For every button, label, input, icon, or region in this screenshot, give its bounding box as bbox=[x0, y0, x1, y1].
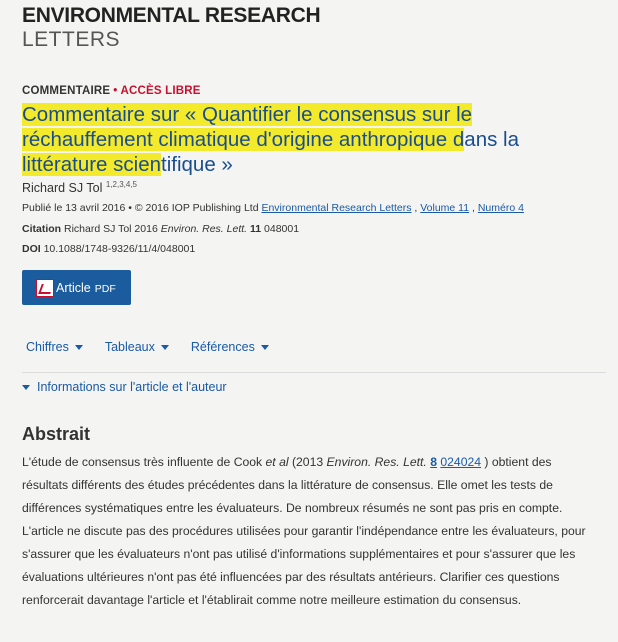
abstract-ref-volume-link[interactable]: 8 bbox=[430, 455, 437, 469]
citation-journal: Environ. Res. Lett. bbox=[160, 223, 248, 235]
pub-separator-1: , bbox=[414, 202, 418, 214]
publication-info bbox=[22, 202, 524, 214]
citation-article: 048001 bbox=[264, 223, 300, 235]
abstract-etal: et al bbox=[265, 455, 289, 469]
doi-value: 10.1088/1748-9326/11/4/048001 bbox=[43, 243, 196, 255]
article-category bbox=[22, 85, 201, 97]
title-rest-2: ans la bbox=[464, 128, 520, 151]
citation-label: Citation bbox=[22, 223, 62, 235]
pdf-button-suffix: PDF bbox=[94, 282, 116, 295]
journal-title-line2: LETTERS bbox=[22, 28, 121, 51]
category-separator: • bbox=[113, 85, 118, 97]
abstract-part3: ) obtient des résultats différents des études précédentes dans la littérature de consensus. Elle omet les tests de différences systématiques entre les évaluateurs. De nombreux résumés ne sont pas pris en compte. L'article ne discute pas des procédures utilisées pour garantir l'indépendance entre les évaluateurs, pour s'assurer que les évaluateurs n'ont pas utilisé d'informations supplémentaires et pour s'assurer que les évaluations ultérieures n'ont pas été influencées par des résultats antérieurs. Clarifier ces questions renforcerait davantage l'article et l'établirait comme notre meilleure estimation du consensus. bbox=[22, 455, 586, 607]
abstract-ref-article-link[interactable]: 024024 bbox=[440, 455, 482, 469]
doi-label: DOI bbox=[22, 243, 41, 255]
chevron-down-icon bbox=[261, 345, 269, 350]
journal-title-line1: ENVIRONMENTAL RESEARCH bbox=[22, 4, 321, 27]
title-rest-3: tifique » bbox=[161, 153, 233, 176]
tab-references[interactable] bbox=[191, 340, 269, 354]
publication-date: Publié le 13 avril 2016 • © 2016 IOP Publishing Ltd bbox=[22, 202, 259, 214]
tab-figures-label: Chiffres bbox=[26, 340, 69, 354]
pdf-button-label: Article bbox=[56, 280, 91, 295]
tab-figures[interactable] bbox=[26, 340, 83, 354]
abstract-part2: (2013 bbox=[288, 455, 327, 469]
authors bbox=[22, 180, 137, 195]
volume-link[interactable]: Volume 11 bbox=[420, 202, 470, 214]
abstract-heading: Abstrait bbox=[22, 424, 91, 444]
pdf-icon bbox=[36, 279, 54, 297]
article-tabs bbox=[26, 340, 291, 354]
author-affiliations[interactable]: 1,2,3,4,5 bbox=[105, 180, 137, 189]
abstract-part1: L'étude de consensus très influente de Cook bbox=[22, 455, 266, 469]
author-name[interactable]: Richard SJ Tol bbox=[22, 181, 103, 196]
chevron-down-icon bbox=[161, 345, 169, 350]
citation bbox=[22, 223, 299, 235]
citation-authors: Richard SJ Tol 2016 bbox=[64, 223, 158, 235]
article-pdf-button[interactable] bbox=[22, 270, 131, 305]
title-highlight-2: réchauffement climatique d'origine anthropique d bbox=[22, 128, 465, 151]
abstract-ref-journal: Environ. Res. Lett. bbox=[326, 455, 427, 469]
article-author-info-toggle[interactable] bbox=[22, 380, 227, 394]
tab-tables[interactable] bbox=[105, 340, 169, 354]
divider bbox=[22, 372, 606, 373]
abstract-text bbox=[22, 451, 594, 612]
tab-tables-label: Tableaux bbox=[104, 340, 155, 354]
chevron-down-icon bbox=[75, 345, 83, 350]
category-type: COMMENTAIRE bbox=[22, 85, 111, 97]
pub-separator-2: , bbox=[472, 202, 475, 214]
tab-references-label: Références bbox=[190, 340, 255, 354]
doi bbox=[22, 243, 195, 255]
issue-link[interactable]: Numéro 4 bbox=[477, 202, 524, 214]
journal-link[interactable]: Environmental Research Letters bbox=[261, 202, 412, 214]
info-toggle-label: Informations sur l'article et l'auteur bbox=[37, 380, 227, 394]
chevron-down-icon bbox=[22, 385, 30, 390]
journal-title[interactable] bbox=[22, 4, 320, 52]
open-access-badge: ACCÈS LIBRE bbox=[120, 85, 201, 97]
title-highlight-3: littérature scien bbox=[22, 153, 162, 176]
title-highlight-1: Commentaire sur « Quantifier le consensus sur le bbox=[22, 103, 473, 126]
citation-volume: 11 bbox=[250, 223, 262, 235]
article-title bbox=[22, 102, 582, 177]
